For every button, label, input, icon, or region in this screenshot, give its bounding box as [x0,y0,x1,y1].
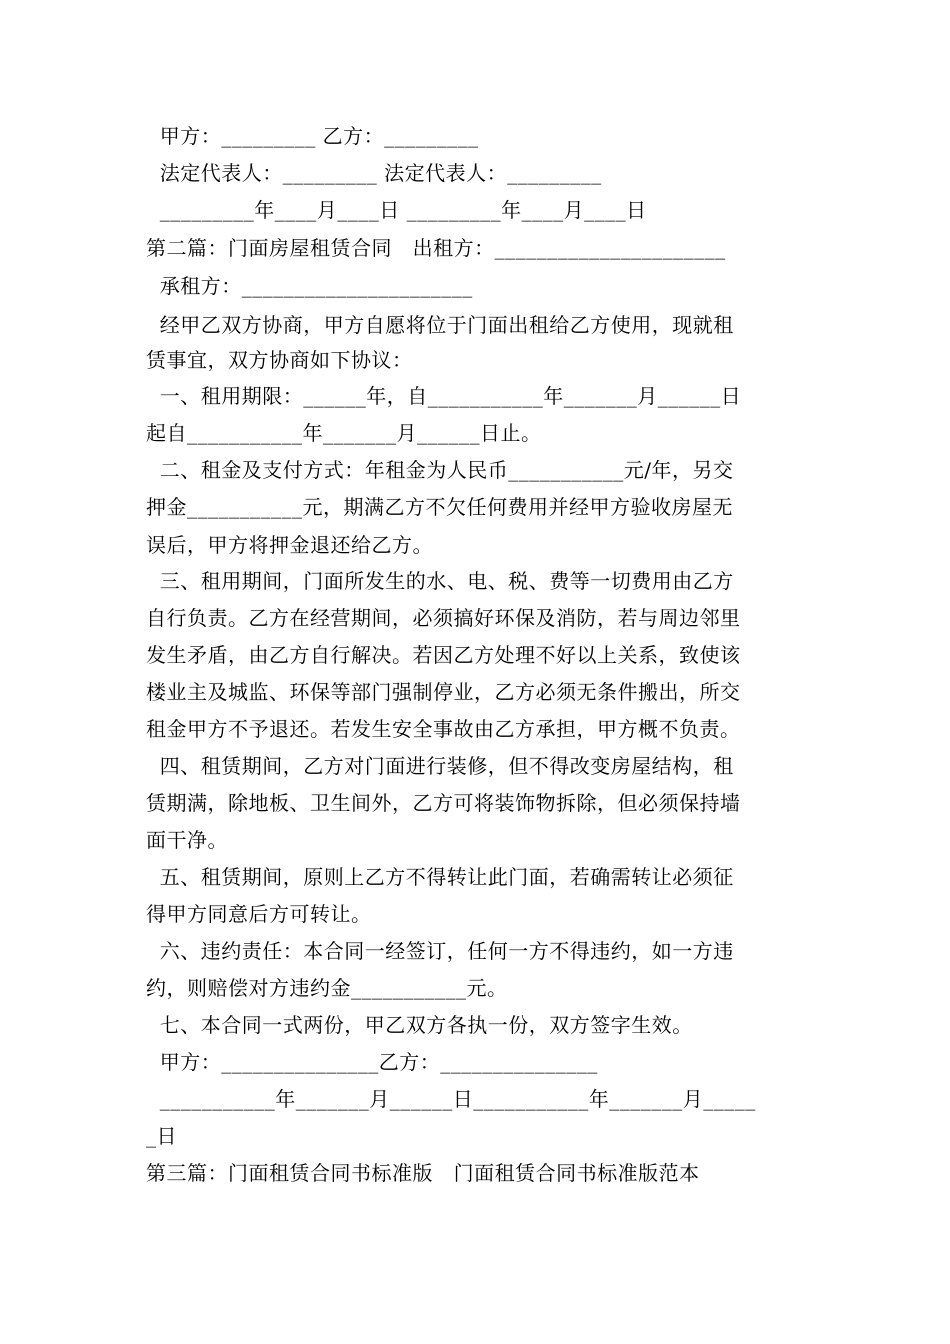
section-heading-2: 第二篇：门面房屋租赁合同 出租方：______________________ [146,236,726,260]
clause-4-line: 四、租赁期间，乙方对门面进行装修，但不得改变房屋结构，租 [146,754,734,778]
clause-3-line: 三、租用期间，门面所发生的水、电、税、费等一切费用由乙方 [146,569,734,593]
clause-5-line: 五、租赁期间，原则上乙方不得转让此门面，若确需转让必须征 [146,865,734,889]
party-a-b-line: 甲方：_________ 乙方：_________ [146,124,479,148]
clause-2-line: 押金___________元，期满乙方不欠任何费用并经甲方验收房屋无 [146,495,733,519]
clause-5-line: 得甲方同意后方可转让。 [146,902,372,926]
clause-6-line: 六、违约责任：本合同一经签订，任何一方不得违约，如一方违 [146,939,734,963]
clause-7-line: 七、本合同一式两份，甲乙双方各执一份，双方签字生效。 [146,1013,693,1037]
paragraph-line: 赁事宜，双方协商如下协议： [146,348,413,372]
clause-2-line: 二、租金及支付方式：年租金为人民币___________元/年，另交 [146,458,734,482]
paragraph-line: 经甲乙双方协商，甲方自愿将位于门面出租给乙方使用，现就租 [146,313,734,337]
clause-1-line: 一、租用期限：______年，自___________年_______月______日 [146,384,742,408]
date-line: _________年____月____日 _________年____月____日 [146,198,647,222]
lessee-line: 承租方：______________________ [146,274,473,298]
clause-3-line: 发生矛盾，由乙方自行解决。若因乙方处理不好以上关系，致使该 [146,643,741,667]
signature-line: 甲方：_______________乙方：_______________ [146,1050,598,1074]
clause-3-line: 楼业主及城监、环保等部门强制停业，乙方必须无条件搬出，所交 [146,680,741,704]
legal-rep-line: 法定代表人：_________ 法定代表人：_________ [146,161,602,185]
signature-date-line: ___________年_______月______日___________年_______月_____ [146,1087,756,1111]
clause-2-line: 误后，甲方将押金退还给乙方。 [146,533,433,557]
clause-4-line: 赁期满，除地板、卫生间外，乙方可将装饰物拆除，但必须保持墙 [146,791,741,815]
clause-3-line: 自行负责。乙方在经营期间，必须搞好环保及消防，若与周边邻里 [146,606,741,630]
clause-6-line: 约，则赔偿对方违约金___________元。 [146,976,508,1000]
clause-4-line: 面干净。 [146,828,228,852]
signature-date-line: _日 [146,1124,177,1148]
clause-3-line: 租金甲方不予退还。若发生安全事故由乙方承担，甲方概不负责。 [146,717,741,741]
clause-1-line: 起自___________年_______月______日止。 [146,421,542,445]
section-heading-3: 第三篇：门面租赁合同书标准版 门面租赁合同书标准版范本 [146,1161,700,1185]
